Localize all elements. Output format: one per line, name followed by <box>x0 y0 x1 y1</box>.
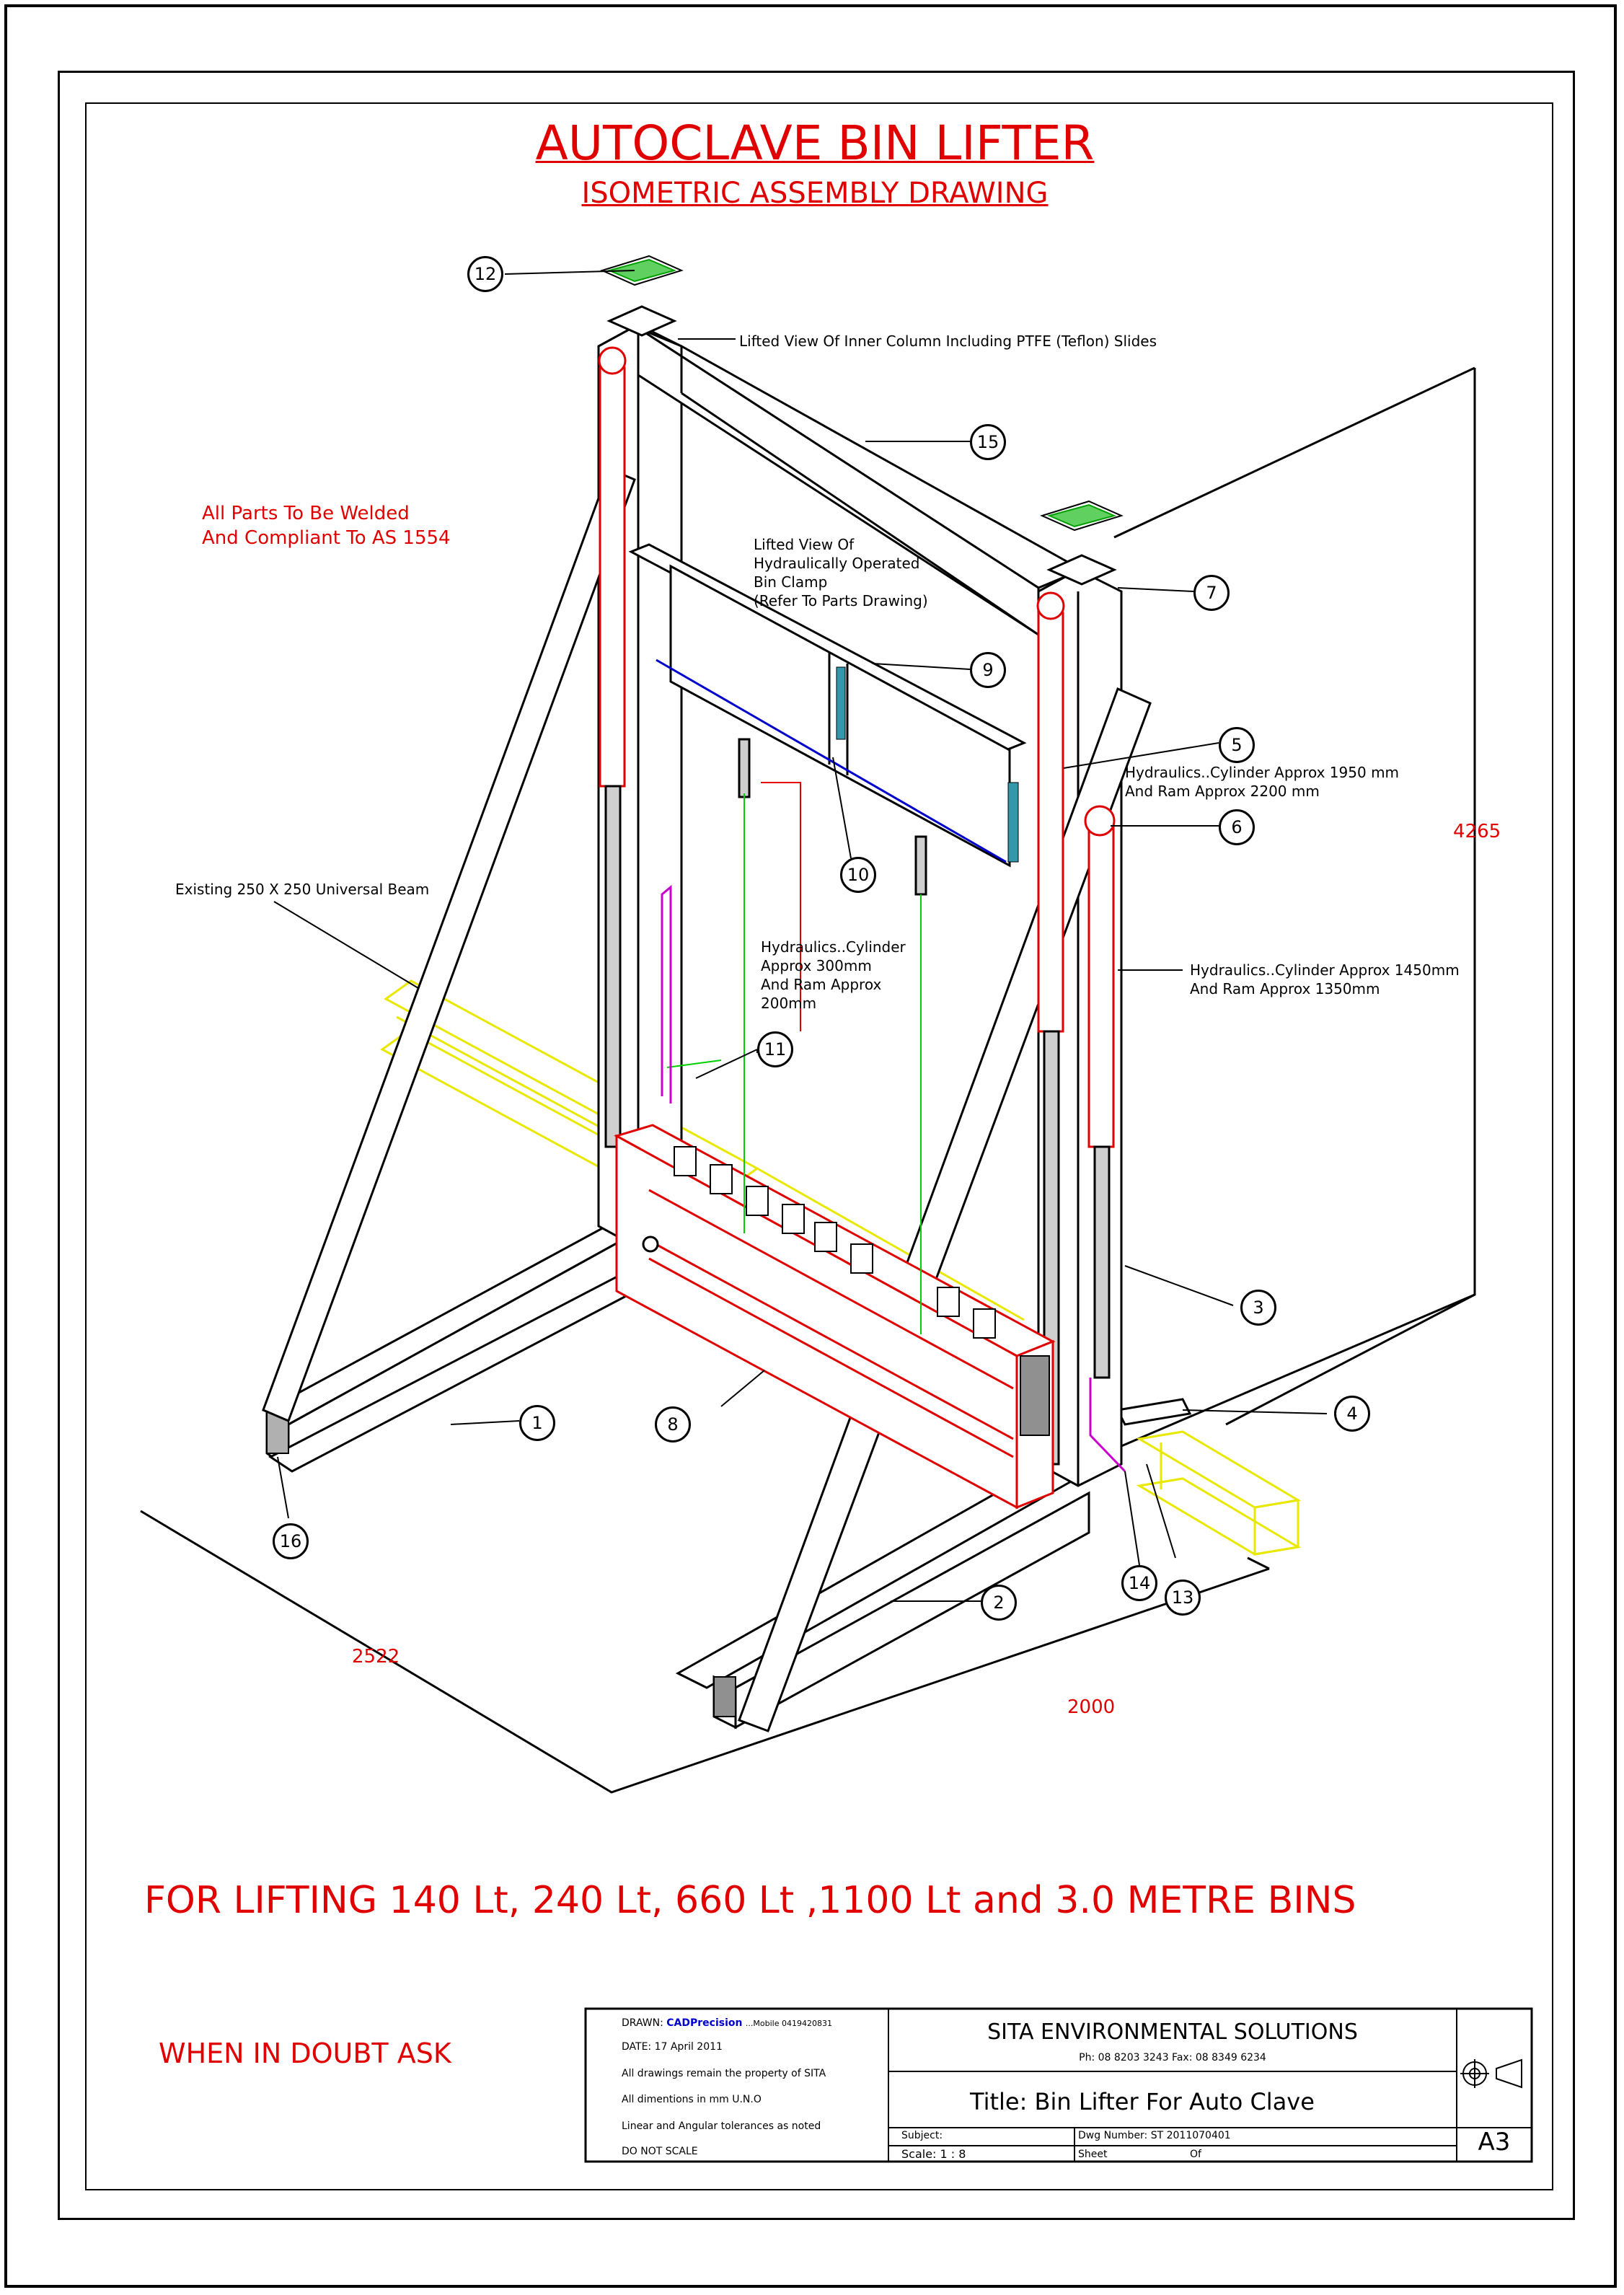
main-cylinder-line2: And Ram Approx 2200 mm <box>1125 783 1320 800</box>
subject-label: Subject: <box>901 2130 943 2141</box>
balloon-9: 9 <box>970 652 1006 688</box>
balloon-13: 13 <box>1165 1580 1201 1616</box>
drawn-label <box>622 2017 832 2029</box>
small-cylinder-line4: 200mm <box>761 995 817 1012</box>
clamp-callout-line2: Hydraulically Operated <box>754 555 920 572</box>
balloon-12: 12 <box>467 256 503 292</box>
balloon-11: 11 <box>757 1031 793 1067</box>
tolerances-text: Linear and Angular tolerances as noted <box>622 2120 821 2132</box>
page-title: AUTOCLAVE BIN LIFTER <box>535 115 1095 171</box>
balloon-3: 3 <box>1240 1290 1276 1326</box>
drawn-mobile: ...Mobile 0419420831 <box>745 2019 832 2028</box>
balloon-14: 14 <box>1121 1565 1157 1601</box>
welding-note-line2: And Compliant To AS 1554 <box>202 527 451 549</box>
dwg-number: Dwg Number: ST 2011070401 <box>1078 2130 1231 2141</box>
height-dimension: 4265 <box>1453 821 1501 842</box>
balloon-16: 16 <box>273 1523 309 1559</box>
drawing-title: Title: Bin Lifter For Auto Clave <box>970 2088 1315 2115</box>
company-name: SITA ENVIRONMENTAL SOLUTIONS <box>987 2019 1358 2045</box>
balloon-5: 5 <box>1219 727 1255 763</box>
beam-callout: Existing 250 X 250 Universal Beam <box>175 881 430 898</box>
width-dimension: 2522 <box>352 1646 400 1668</box>
small-cylinder-line3: And Ram Approx <box>761 976 882 993</box>
balloon-10: 10 <box>840 857 876 893</box>
property-text: All drawings remain the property of SITA <box>622 2068 826 2079</box>
small-cylinder-line1: Hydraulics..Cylinder <box>761 938 906 956</box>
balloon-2: 2 <box>981 1585 1017 1621</box>
side-cylinder-line1: Hydraulics..Cylinder Approx 1450mm <box>1190 961 1460 979</box>
small-cylinder-line2: Approx 300mm <box>761 957 872 974</box>
date-text: DATE: 17 April 2011 <box>622 2041 723 2053</box>
welding-note-line1: All Parts To Be Welded <box>202 503 410 524</box>
lifting-note: FOR LIFTING 140 Lt, 240 Lt, 660 Lt ,1100 Lt and 3.0 METRE BINS <box>144 1879 1356 1922</box>
page-subtitle: ISOMETRIC ASSEMBLY DRAWING <box>581 177 1049 210</box>
balloon-4: 4 <box>1334 1396 1370 1432</box>
units-text: All dimentions in mm U.N.O <box>622 2094 762 2105</box>
projection-symbol-icon <box>1460 2059 1522 2088</box>
depth-dimension: 2000 <box>1067 1696 1116 1718</box>
clamp-callout-line1: Lifted View Of <box>754 536 855 553</box>
doubt-note: WHEN IN DOUBT ASK <box>159 2038 451 2069</box>
scale-text: Scale: 1 : 8 <box>901 2147 966 2161</box>
inner-column-callout: Lifted View Of Inner Column Including PTFE (Teflon) Slides <box>739 332 1157 350</box>
balloon-15: 15 <box>970 424 1006 460</box>
sheet-label: Sheet <box>1078 2149 1108 2160</box>
balloon-7: 7 <box>1193 575 1230 611</box>
clamp-callout-line4: (Refer To Parts Drawing) <box>754 592 928 609</box>
side-cylinder-line2: And Ram Approx 1350mm <box>1190 980 1380 997</box>
of-label: Of <box>1190 2149 1201 2160</box>
balloon-8: 8 <box>655 1406 691 1442</box>
sheet-size: A3 <box>1478 2128 1511 2157</box>
drawn-label-text: DRAWN: <box>622 2017 663 2029</box>
main-cylinder-line1: Hydraulics..Cylinder Approx 1950 mm <box>1125 764 1400 781</box>
balloon-6: 6 <box>1219 809 1255 845</box>
clamp-callout-line3: Bin Clamp <box>754 573 828 591</box>
drawn-by: CADPrecision <box>666 2017 743 2029</box>
no-scale-text: DO NOT SCALE <box>622 2146 698 2157</box>
company-phone: Ph: 08 8203 3243 Fax: 08 8349 6234 <box>1079 2052 1266 2063</box>
balloon-1: 1 <box>519 1405 555 1441</box>
